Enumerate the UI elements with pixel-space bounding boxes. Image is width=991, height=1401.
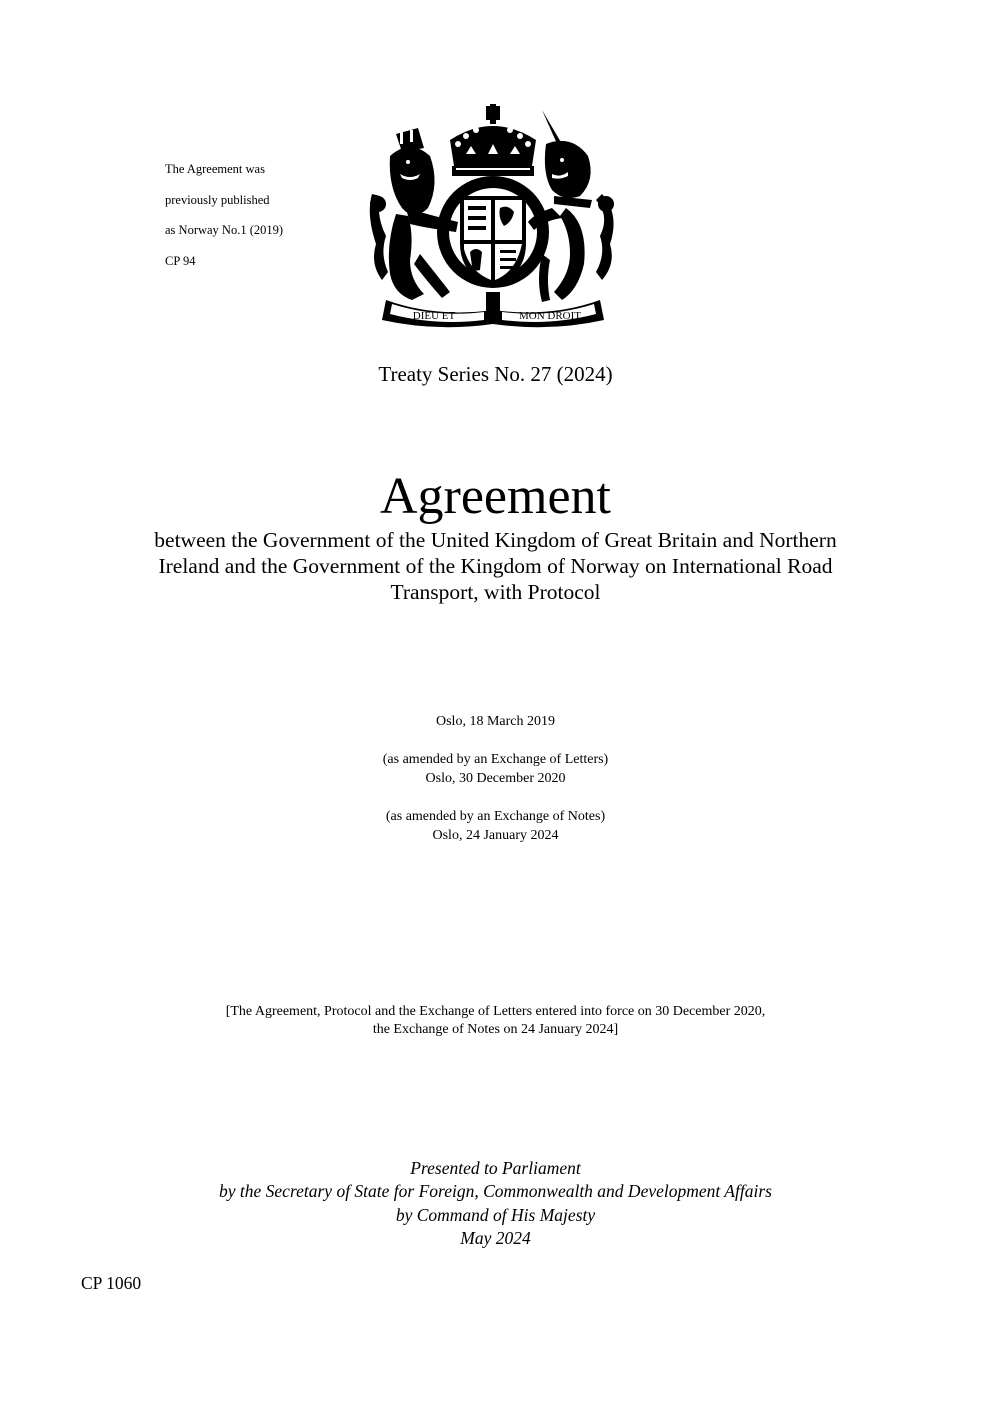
svg-text:MON DROIT: MON DROIT	[518, 310, 582, 322]
subtitle-line: between the Government of the United Kingdom of Great Britain and Northern	[154, 528, 837, 552]
document-title: Agreement	[379, 468, 611, 525]
amendment-letters-label: (as amended by an Exchange of Letters)	[382, 752, 609, 767]
command-paper-number: CP 1060	[81, 1273, 142, 1293]
document-subtitle	[110, 527, 881, 605]
amendment-notes-group	[0, 807, 991, 845]
entry-into-force-note	[0, 1003, 991, 1039]
subtitle-line: Transport, with Protocol	[390, 580, 601, 604]
svg-text:DIEU ET: DIEU ET	[412, 310, 456, 322]
amendment-notes-date: Oslo, 24 January 2024	[432, 828, 559, 843]
entry-into-force-line: [The Agreement, Protocol and the Exchange of Letters entered into force on 30 December 2020,	[225, 1004, 766, 1019]
royal-coat-of-arms-icon	[366, 104, 620, 330]
amendment-letters-date: Oslo, 30 December 2020	[425, 771, 566, 786]
signing-dates	[0, 712, 991, 864]
presentation-line: by Command of His Majesty	[395, 1204, 596, 1225]
previous-publication-line: previously published	[165, 192, 270, 207]
previous-publication-line: The Agreement was	[165, 162, 265, 177]
treaty-series-number: Treaty Series No. 27 (2024)	[378, 362, 613, 386]
amendment-notes-label: (as amended by an Exchange of Notes)	[385, 809, 606, 824]
previous-publication-note	[165, 147, 283, 285]
presentation-date: May 2024	[460, 1227, 531, 1248]
subtitle-line: Ireland and the Government of the Kingdom of Norway on International Road	[158, 554, 833, 578]
presentation-statement	[0, 1157, 991, 1250]
amendment-letters-group	[0, 750, 991, 788]
signed-date: Oslo, 18 March 2019	[436, 714, 555, 729]
presentation-line: Presented to Parliament	[410, 1158, 581, 1178]
presentation-line: by the Secretary of State for Foreign, Commonwealth and Development Affairs	[219, 1181, 772, 1202]
previous-publication-line: CP 94	[165, 254, 196, 269]
signing-date-group	[0, 712, 991, 731]
previous-publication-line: as Norway No.1 (2019)	[165, 223, 284, 238]
entry-into-force-line: the Exchange of Notes on 24 January 2024]	[372, 1022, 619, 1037]
